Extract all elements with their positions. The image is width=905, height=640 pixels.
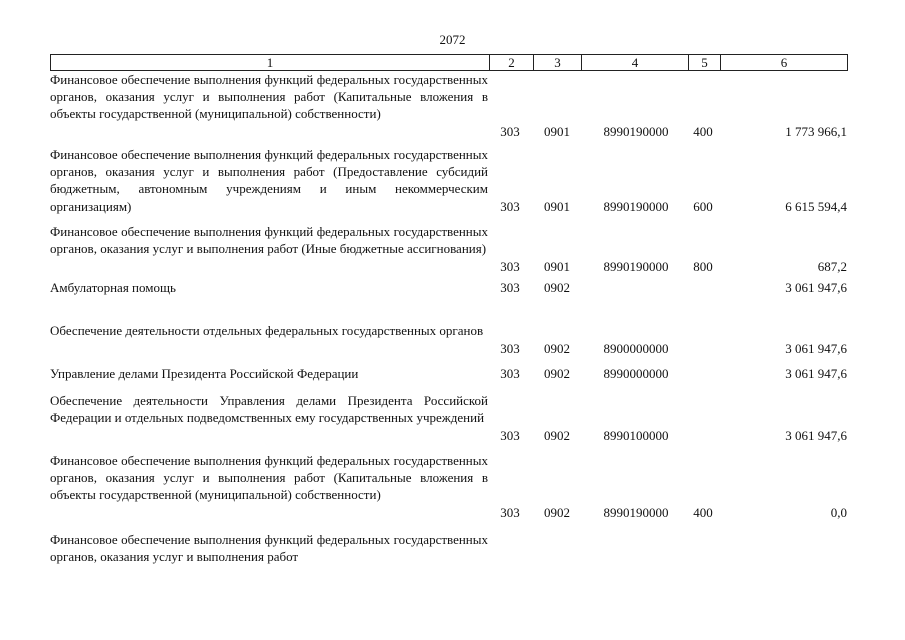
row-vr [688,427,718,444]
row-amount: 1 773 966,1 [785,124,847,139]
row-rz: 0902 [544,505,570,520]
row-csr: 8990190000 [603,505,669,520]
row-amount: 3 061 947,6 [785,366,847,381]
row-vr [688,340,718,357]
row-vr: 400 [693,124,713,139]
header-col-2: 2 [489,55,533,70]
header-col-3: 3 [533,55,581,70]
row-gr: 303 [500,341,520,356]
table-row [50,279,848,296]
row-description: Финансовое обеспечение выполнения функций федеральных государственных органов, оказания услуг и выполнения работ (Предоставление субсидий бюджетным, автономным учреждениям и иным некоммерческим организациям) [50,147,488,214]
row-gr: 303 [500,280,520,295]
row-csr: 8990000000 [603,366,669,381]
row-description: Обеспечение деятельности Управления делами Президента Российской Федерации и отдельных подведомственных ему государственных учреждений [50,393,488,426]
row-gr: 303 [500,199,520,214]
row-gr: 303 [500,505,520,520]
row-csr: 8900000000 [603,341,669,356]
row-vr: 400 [693,505,713,520]
row-csr: 8990100000 [603,428,669,443]
row-description: Амбулаторная помощь [50,280,176,295]
page-number: 2072 [439,32,466,47]
table-row [50,71,848,140]
table-row [50,223,848,275]
table-row [50,146,848,215]
row-amount: 0,0 [830,505,847,520]
row-csr [596,279,676,296]
table-row [50,452,848,521]
row-amount: 687,2 [817,259,847,274]
row-vr: 600 [693,199,713,214]
row-description: Финансовое обеспечение выполнения функций федеральных государственных органов, оказания услуг и выполнения работ (Капитальные вложения в объекты государственной (муниципальной) собственности) [50,72,488,122]
row-amount: 6 615 594,4 [785,199,847,214]
row-gr: 303 [500,259,520,274]
row-amount: 3 061 947,6 [785,280,847,295]
table-row [50,531,848,566]
row-amount: 3 061 947,6 [785,341,847,356]
row-rz: 0902 [544,341,570,356]
row-rz: 0901 [544,124,570,139]
row-vr: 800 [693,259,713,274]
row-description: Обеспечение деятельности отдельных федеральных государственных органов [50,323,484,338]
row-rz: 0901 [544,259,570,274]
row-rz: 0902 [544,366,570,381]
table-row [50,322,848,357]
row-gr: 303 [500,124,520,139]
row-gr: 303 [500,428,520,443]
row-csr: 8990190000 [603,199,669,214]
row-gr: 303 [500,366,520,381]
header-col-6: 6 [720,55,847,70]
row-amount: 3 061 947,6 [785,428,847,443]
header-col-4: 4 [581,55,688,70]
row-vr [688,365,718,382]
header-col-1: 1 [266,55,274,70]
row-description: Финансовое обеспечение выполнения функций федеральных государственных органов, оказания услуг и выполнения работ (Капитальные вложения в объекты государственной (муниципальной) собственности) [50,453,488,503]
row-csr: 8990190000 [603,259,669,274]
row-csr: 8990190000 [603,124,669,139]
table-header [50,54,848,71]
row-rz: 0901 [544,199,570,214]
row-description: Управление делами Президента Российской Федерации [50,366,359,381]
row-vr [688,279,718,296]
row-rz: 0902 [544,280,570,295]
row-rz: 0902 [544,428,570,443]
row-description: Финансовое обеспечение выполнения функций федеральных государственных органов, оказания услуг и выполнения работ (Иные бюджетные ассигнования) [50,224,488,257]
row-description: Финансовое обеспечение выполнения функций федеральных государственных органов, оказания услуг и выполнения работ [50,532,488,565]
header-col-5: 5 [688,55,720,70]
table-row [50,392,848,444]
table-row [50,365,848,382]
